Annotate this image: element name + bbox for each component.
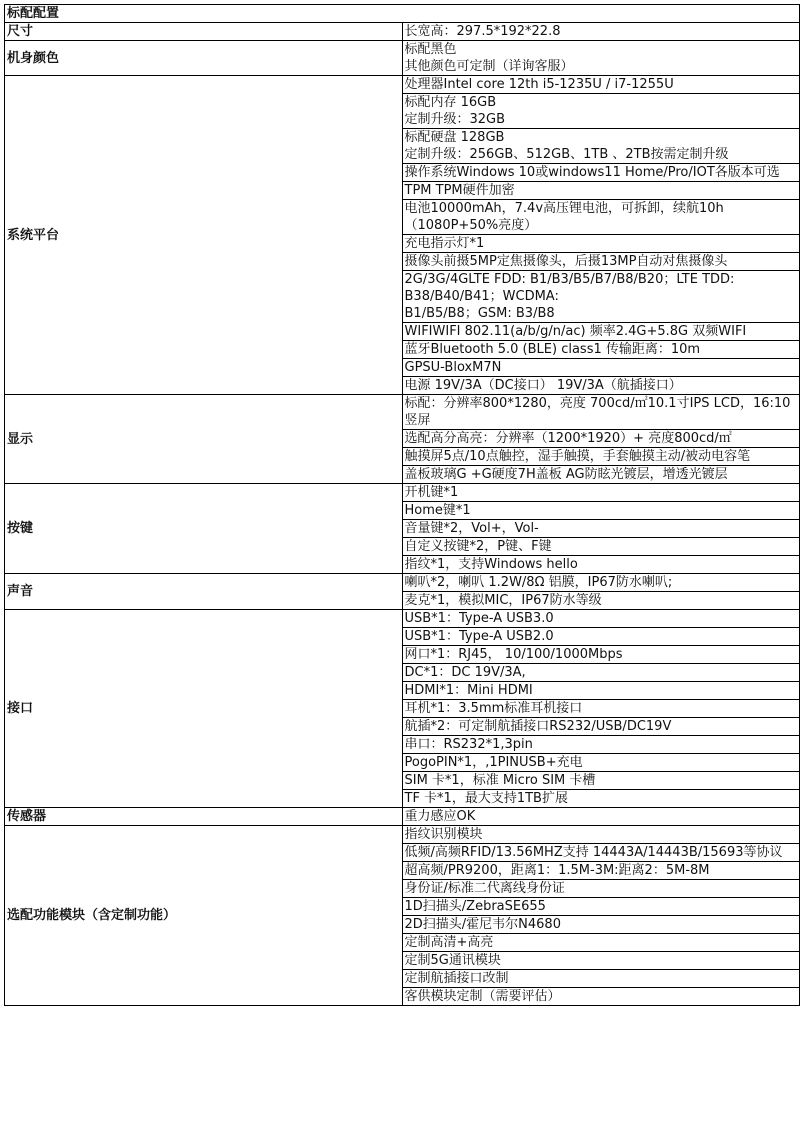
value-cell	[402, 880, 800, 898]
table-row	[5, 808, 800, 826]
value-line: 触摸屏5点/10点触控，湿手触摸，手套触摸主动/被动电容笔	[404, 449, 751, 464]
value-cell	[402, 826, 800, 844]
value-cell	[402, 862, 800, 880]
value-cell	[402, 682, 800, 700]
value-line: 串口：RS232*1,3pin	[404, 737, 533, 752]
value-line: 蓝牙Bluetooth 5.0 (BLE) class1 传输距离：10m	[404, 342, 701, 357]
value-line: DC*1：DC 19V/3A,	[404, 665, 526, 680]
table-row	[5, 395, 800, 430]
value-cell	[402, 466, 800, 484]
value-line: 定制升级：32GB	[404, 112, 506, 127]
category-cell: 声音	[5, 574, 403, 610]
table-row	[5, 41, 800, 76]
value-line: 2D扫描头/霍尼韦尔N4680	[404, 917, 561, 932]
value-cell	[402, 628, 800, 646]
value-cell	[402, 916, 800, 934]
value-cell	[402, 646, 800, 664]
value-cell	[402, 182, 800, 200]
table-row	[5, 23, 800, 41]
value-line: 操作系统Windows 10或windows11 Home/Pro/IOT各版本可选	[404, 165, 780, 180]
value-line: 摄像头前摄5MP定焦摄像头，后摄13MP自动对焦摄像头	[404, 254, 728, 269]
category-cell: 选配功能模块（含定制功能）	[5, 826, 403, 1006]
value-cell	[402, 395, 800, 430]
value-cell	[402, 610, 800, 628]
value-cell	[402, 520, 800, 538]
value-line: 喇叭*2，喇叭 1.2W/8Ω 铝膜，IP67防水喇叭;	[404, 575, 673, 590]
category-cell: 按键	[5, 484, 403, 574]
value-line: 2G/3G/4GLTE FDD: B1/B3/B5/B7/B8/B20；LTE TDD: B38/B40/B41；WCDMA:	[404, 272, 735, 304]
value-line: 标配：分辨率800*1280，亮度 700cd/㎡10.1寸IPS LCD，16:10竖屏	[404, 396, 791, 428]
value-line: 定制高清+高亮	[404, 935, 494, 950]
value-line: 指纹识别模块	[404, 827, 483, 842]
category-cell: 传感器	[5, 808, 403, 826]
value-line: 其他颜色可定制（详询客服）	[404, 59, 574, 74]
value-line: 长宽高：297.5*192*22.8	[404, 24, 561, 39]
value-line: 定制5G通讯模块	[404, 953, 501, 968]
value-line: B1/B5/B8；GSM: B3/B8	[404, 306, 555, 321]
table-row	[5, 484, 800, 502]
category-cell: 系统平台	[5, 76, 403, 395]
value-cell	[402, 484, 800, 502]
value-cell	[402, 934, 800, 952]
value-cell	[402, 430, 800, 448]
value-cell	[402, 538, 800, 556]
value-line: 标配硬盘 128GB	[404, 130, 505, 145]
value-line: 标配内存 16GB	[404, 95, 497, 110]
value-line: PogoPIN*1，,1PINUSB+充电	[404, 755, 583, 770]
value-line: WIFIWIFI 802.11(a/b/g/n/ac) 频率2.4G+5.8G 双频WIFI	[404, 324, 747, 339]
value-line: 电池10000mAh，7.4v高压锂电池，可拆卸，续航10h（1080P+50%亮度）	[404, 201, 724, 233]
value-line: Home键*1	[404, 503, 471, 518]
value-cell	[402, 323, 800, 341]
value-line: 处理器Intel core 12th i5-1235U / i7-1255U	[404, 77, 674, 92]
value-cell	[402, 235, 800, 253]
value-line: 盖板玻璃G +G硬度7H盖板 AG防眩光镀层，增透光镀层	[404, 467, 728, 482]
category-cell: 尺寸	[5, 23, 403, 41]
value-line: 自定义按键*2，P键、F键	[404, 539, 552, 554]
spec-table	[4, 4, 800, 1006]
value-line: 耳机*1：3.5mm标准耳机接口	[404, 701, 583, 716]
value-cell	[402, 76, 800, 94]
value-cell	[402, 23, 800, 41]
value-cell	[402, 574, 800, 592]
value-line: 标配黑色	[404, 42, 457, 57]
value-line: 麦克*1，模拟MIC，IP67防水等级	[404, 593, 602, 608]
value-line: 网口*1：RJ45， 10/100/1000Mbps	[404, 647, 623, 662]
value-line: 超高频/PR9200，距离1：1.5M-3M:距离2：5M-8M	[404, 863, 710, 878]
value-line: HDMI*1：Mini HDMI	[404, 683, 533, 698]
table-row	[5, 610, 800, 628]
value-line: 开机键*1	[404, 485, 459, 500]
value-line: 音量键*2，Vol+，Vol-	[404, 521, 539, 536]
value-cell	[402, 790, 800, 808]
value-line: SIM 卡*1，标准 Micro SIM 卡槽	[404, 773, 596, 788]
value-cell	[402, 271, 800, 323]
value-cell	[402, 94, 800, 129]
value-line: USB*1：Type-A USB3.0	[404, 611, 554, 626]
value-cell	[402, 253, 800, 271]
value-line: 重力感应OK	[404, 809, 476, 824]
value-cell	[402, 754, 800, 772]
value-cell	[402, 772, 800, 790]
category-cell: 显示	[5, 395, 403, 484]
value-cell	[402, 200, 800, 235]
value-cell	[402, 700, 800, 718]
value-line: 客供模块定制（需要评估）	[404, 989, 561, 1004]
value-cell	[402, 664, 800, 682]
value-line: 低频/高频RFID/13.56MHZ支持 14443A/14443B/15693等协议	[404, 845, 783, 860]
category-cell: 接口	[5, 610, 403, 808]
value-cell	[402, 41, 800, 76]
title-row	[5, 5, 800, 23]
value-cell	[402, 808, 800, 826]
value-line: TF 卡*1，最大支持1TB扩展	[404, 791, 568, 806]
value-cell	[402, 736, 800, 754]
value-line: 选配高分高亮：分辨率（1200*1920）+ 亮度800cd/㎡	[404, 431, 732, 446]
value-line: 定制升级：256GB、512GB、1TB 、2TB按需定制升级	[404, 147, 729, 162]
value-line: 指纹*1，支持Windows hello	[404, 557, 578, 572]
value-cell	[402, 341, 800, 359]
value-cell	[402, 844, 800, 862]
table-row	[5, 826, 800, 844]
value-line: 身份证/标准二代离线身份证	[404, 881, 565, 896]
value-cell	[402, 898, 800, 916]
value-line: 航插*2：可定制航插接口RS232/USB/DC19V	[404, 719, 672, 734]
value-cell	[402, 377, 800, 395]
value-line: TPM TPM硬件加密	[404, 183, 515, 198]
value-line: 充电指示灯*1	[404, 236, 485, 251]
value-cell	[402, 970, 800, 988]
value-line: 定制航插接口改制	[404, 971, 509, 986]
value-cell	[402, 129, 800, 164]
category-cell: 机身颜色	[5, 41, 403, 76]
table-title: 标配配置	[5, 5, 800, 23]
value-cell	[402, 718, 800, 736]
value-cell	[402, 592, 800, 610]
table-row	[5, 76, 800, 94]
value-cell	[402, 502, 800, 520]
value-line: GPSU-BloxM7N	[404, 360, 502, 375]
value-line: 1D扫描头/ZebraSE655	[404, 899, 546, 914]
value-line: 电源 19V/3A（DC接口） 19V/3A（航插接口）	[404, 378, 682, 393]
value-cell	[402, 359, 800, 377]
value-cell	[402, 556, 800, 574]
value-line: USB*1：Type-A USB2.0	[404, 629, 554, 644]
value-cell	[402, 952, 800, 970]
value-cell	[402, 448, 800, 466]
table-row	[5, 574, 800, 592]
value-cell	[402, 988, 800, 1006]
value-cell	[402, 164, 800, 182]
